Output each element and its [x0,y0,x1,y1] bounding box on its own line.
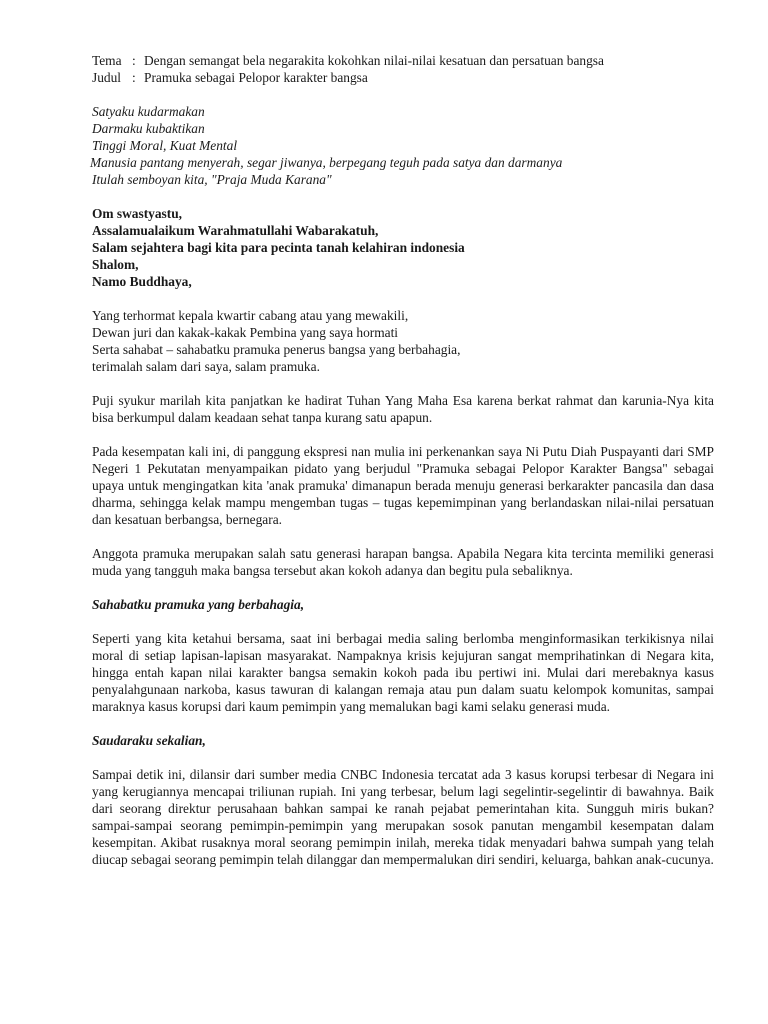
tema-label: Tema [92,53,122,68]
subheading-saudaraku: Saudaraku sekalian, [92,733,206,748]
greeting-line: Om swastyastu, [92,206,183,221]
subheading-sahabatku: Sahabatku pramuka yang berbahagia, [92,597,305,612]
tema-value: Dengan semangat bela negarakita kokohkan nilai-nilai kesatuan dan persatuan bangsa [144,53,604,68]
paragraph-corruption-cases: Sampai detik ini, dilansir dari sumber media CNBC Indonesia tercatat ada 3 kasus korupsi terbesar di Negara ini yang kerugiannya mencapai triliunan rupiah. Ini yang terbesar, belum lagi segelintir-segelintir di bawahnya. Baik dari seorang direktur perusahaan bahkan sampai ke ranah pejabat pemerintahan kita. Sungguh miris bukan? sampai-sampai seorang pemimpin-pemimpin yang merupakan sosok panutan mengambil kesempatan dalam kesempitan. Akibat rusaknya moral seorang pemimpin inilah, mereka tidak menyadari bahwa sumpah yang telah diucap sebagai seorang pemimpin telah dilanggar dan mempermalukan diri sendiri, keluarga, bahkan anak-cucunya. [92,767,714,867]
poem-line: Tinggi Moral, Kuat Mental [92,138,238,153]
salutation-block [92,307,714,375]
greeting-line: Salam sejahtera bagi kita para pecinta tanah kelahiran indonesia [92,240,465,255]
poem-block [92,103,714,188]
greeting-line: Assalamualaikum Warahmatullahi Wabarakatuh, [92,223,379,238]
greeting-line: Shalom, [92,257,139,272]
greetings-block [92,205,714,290]
document-page [92,52,714,868]
paragraph-introduction: Pada kesempatan kali ini, di panggung ekspresi nan mulia ini perkenankan saya Ni Putu Diah Puspayanti dari SMP Negeri 1 Pekutatan menyampaikan pidato yang berjudul "Pramuka sebagai Pelopor Karakter Bangsa" sebagai upaya untuk mengingatkan kita 'anak pramuka' dimanapun berada menuju generasi berkarakter pancasila dan dasa dharma, sehingga kelak mampu mengemban tugas – tugas kepemimpinan yang berlandaskan nilai-nilai persatuan dan kesatuan berbangsa, bernegara. [92,444,714,527]
poem-line: Darmaku kubaktikan [92,121,205,136]
salutation-line: terimalah salam dari saya, salam pramuka. [92,359,320,374]
judul-row [92,69,714,86]
tema-colon: : [132,53,136,68]
poem-line: Satyaku kudarmakan [92,104,205,119]
salutation-line: Serta sahabat – sahabatku pramuka penerus bangsa yang berbahagia, [92,342,461,357]
tema-row [92,52,714,69]
document-header [92,52,714,86]
judul-colon: : [132,70,136,85]
poem-line: Itulah semboyan kita, "Praja Muda Karana" [92,172,332,187]
judul-label: Judul [92,70,122,85]
greeting-line: Namo Buddhaya, [92,274,192,289]
judul-value: Pramuka sebagai Pelopor karakter bangsa [144,70,368,85]
paragraph-generation-hope: Anggota pramuka merupakan salah satu generasi harapan bangsa. Apabila Negara kita tercinta memiliki generasi muda yang tangguh maka bangsa tersebut akan kokoh adanya dan begitu pula sebaliknya. [92,546,714,578]
salutation-line: Yang terhormat kepala kwartir cabang atau yang mewakili, [92,308,409,323]
poem-line: Manusia pantang menyerah, segar jiwanya, berpegang teguh pada satya dan darmanya [90,155,563,170]
paragraph-opening-gratitude: Puji syukur marilah kita panjatkan ke hadirat Tuhan Yang Maha Esa karena berkat rahmat dan karunia-Nya kita bisa berkumpul dalam keadaan sehat tanpa kurang satu apapun. [92,393,714,425]
salutation-line: Dewan juri dan kakak-kakak Pembina yang saya hormati [92,325,399,340]
paragraph-moral-crisis: Seperti yang kita ketahui bersama, saat ini berbagai media saling berlomba menginformasikan terkikisnya nilai moral di setiap lapisan-lapisan masyarakat. Nampaknya krisis kejujuran sangat memprihatinkan di Negara kita, hingga entah kapan nilai karakter bangsa semakin kokoh pada ibu pertiwi ini. Mulai dari merebaknya kasus penyalahgunaan narkoba, kasus tawuran di kalangan remaja atau pun dalam suatu kelompok komunitas, sampai maraknya kasus korupsi dari kaum pemimpin yang memalukan bagi kami selaku generasi muda. [92,631,714,714]
